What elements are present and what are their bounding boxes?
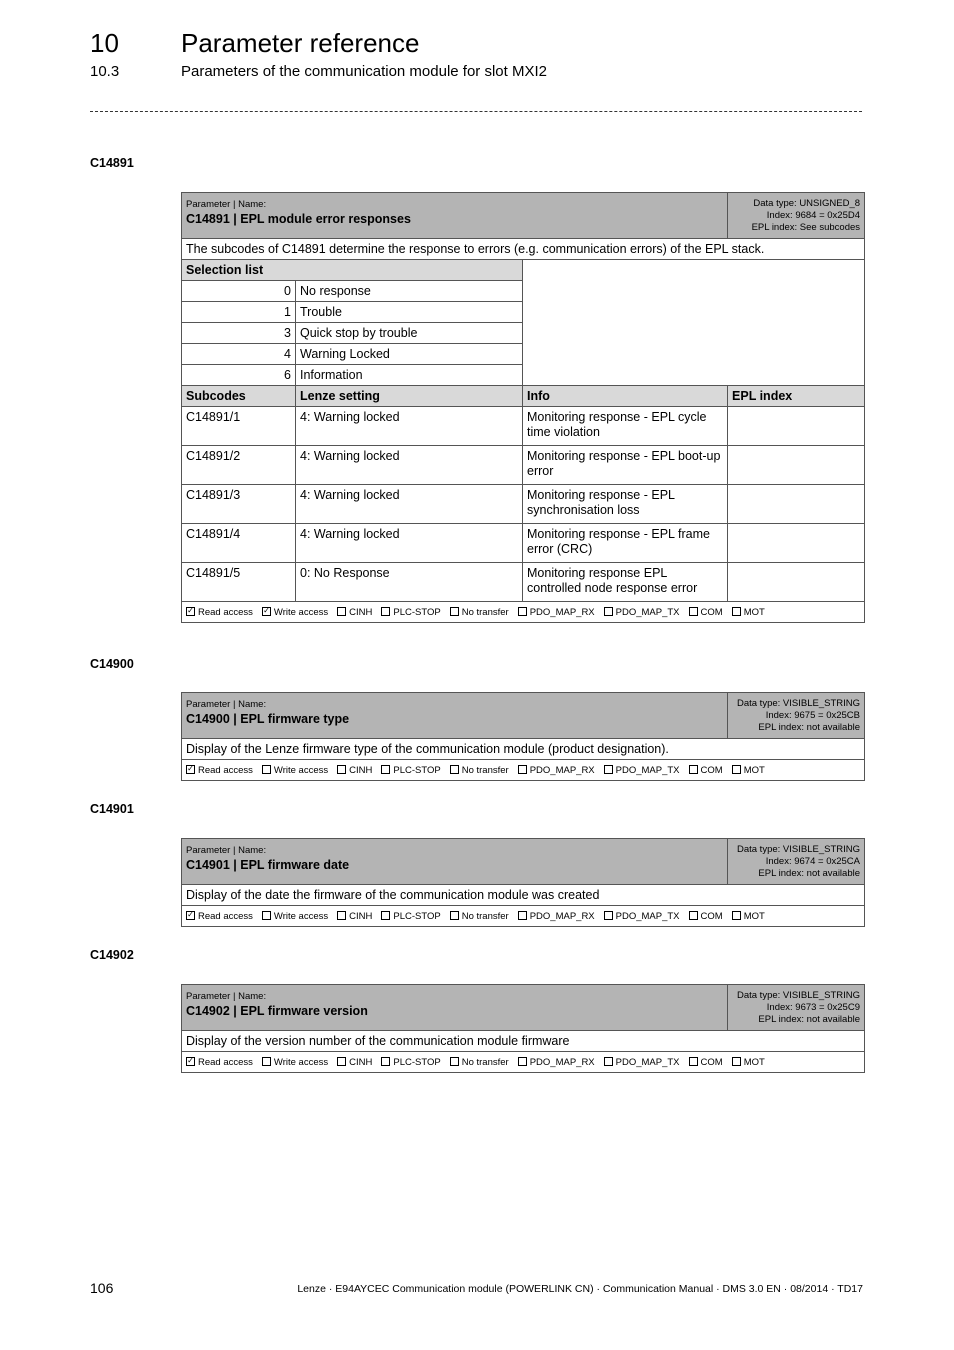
checked-box-icon: ✓: [187, 605, 194, 615]
subcode-epl-index: [728, 485, 865, 524]
page-number: 106: [90, 1280, 114, 1296]
unchecked-box-icon: [381, 765, 390, 774]
access-flag: [381, 911, 440, 922]
unchecked-box-icon: [337, 765, 346, 774]
access-flag-label: PLC-STOP: [393, 607, 441, 618]
index: Index: 9674 = 0x25CA: [765, 856, 860, 867]
access-flag: [381, 607, 440, 618]
selection-label: Information: [296, 365, 523, 386]
parameter-meta-cell: [728, 693, 865, 739]
parameter-description: Display of the version number of the communication module firmware: [182, 1031, 865, 1052]
subcode-row: [182, 485, 865, 524]
checked-box-icon: ✓: [187, 1055, 194, 1065]
column-header: Info: [523, 386, 728, 407]
unchecked-box-icon: [732, 765, 741, 774]
selection-list-title: Selection list: [182, 260, 523, 281]
data-type: Data type: VISIBLE_STRING: [736, 844, 860, 855]
access-flag: [732, 607, 765, 618]
column-header: EPL index: [728, 386, 865, 407]
unchecked-box-icon: [604, 765, 613, 774]
parameter-label: Parameter | Name:: [186, 199, 267, 210]
access-flag-label: PLC-STOP: [393, 765, 441, 776]
unchecked-box-icon: [732, 1057, 741, 1066]
lenze-setting: 4: Warning locked: [296, 524, 523, 563]
access-flag: [604, 765, 680, 776]
unchecked-box-icon: [381, 1057, 390, 1066]
access-flag: [604, 607, 680, 618]
access-flag-label: No transfer: [461, 911, 509, 922]
column-header: Subcodes: [182, 386, 296, 407]
access-flag: [518, 765, 595, 776]
parameter-heading: C14901: [90, 802, 134, 816]
access-flag: [518, 607, 595, 618]
access-flag: [518, 1057, 595, 1068]
selection-label: Quick stop by trouble: [296, 323, 523, 344]
parameter-name: C14901 | EPL firmware date: [186, 858, 350, 872]
subcode-row: [182, 407, 865, 446]
access-flag-label: PDO_MAP_TX: [615, 765, 680, 776]
lenze-setting: 4: Warning locked: [296, 446, 523, 485]
access-flag-label: No transfer: [461, 607, 509, 618]
selection-label: Warning Locked: [296, 344, 523, 365]
unchecked-box-icon: [337, 1057, 346, 1066]
chapter-title: Parameter reference: [181, 28, 420, 58]
access-flag-label: PDO_MAP_RX: [529, 911, 595, 922]
access-flag: [381, 1057, 440, 1068]
access-flag: [450, 607, 509, 618]
access-flag: [262, 1057, 328, 1068]
access-flag: [604, 1057, 680, 1068]
subcode-info: Monitoring response - EPL cycle time violation: [523, 407, 728, 446]
access-flag-label: PDO_MAP_TX: [615, 911, 680, 922]
access-flag-label: COM: [700, 1057, 723, 1068]
access-flag: [450, 765, 509, 776]
subcode-row: [182, 524, 865, 563]
data-type: Data type: VISIBLE_STRING: [736, 698, 860, 709]
access-flag: [518, 911, 595, 922]
unchecked-box-icon: [732, 911, 741, 920]
lenze-setting: 4: Warning locked: [296, 407, 523, 446]
unchecked-box-icon: [518, 607, 527, 616]
subcode-epl-index: [728, 446, 865, 485]
empty-cell: [523, 260, 865, 386]
chapter-number: 10: [90, 28, 119, 58]
access-flags: [182, 760, 865, 781]
access-flags: [182, 602, 865, 623]
epl-index: EPL index: not available: [758, 722, 860, 733]
parameter-meta-cell: [728, 839, 865, 885]
parameter-label: Parameter | Name:: [186, 845, 267, 856]
parameter-description: The subcodes of C14891 determine the response to errors (e.g. communication errors) of the EPL stack.: [182, 239, 865, 260]
subcode-epl-index: [728, 524, 865, 563]
unchecked-box-icon: [262, 1057, 271, 1066]
parameter-heading: C14900: [90, 657, 134, 671]
access-flags: [182, 906, 865, 927]
unchecked-box-icon: [450, 607, 459, 616]
access-flag-label: PLC-STOP: [393, 911, 441, 922]
parameter-name: C14900 | EPL firmware type: [186, 712, 350, 726]
subcode-row: [182, 446, 865, 485]
subcode-info: Monitoring response - EPL frame error (CRC): [523, 524, 728, 563]
selection-value: 6: [182, 365, 296, 386]
unchecked-box-icon: [604, 911, 613, 920]
parameter-heading: C14902: [90, 948, 134, 962]
access-flag: [337, 765, 372, 776]
unchecked-box-icon: [450, 1057, 459, 1066]
parameter-label: Parameter | Name:: [186, 699, 267, 710]
access-flag: [732, 911, 765, 922]
index: Index: 9675 = 0x25CB: [765, 710, 860, 721]
access-flag: [186, 607, 253, 618]
access-flag-label: PDO_MAP_RX: [529, 765, 595, 776]
unchecked-box-icon: [518, 1057, 527, 1066]
access-flag: [186, 765, 253, 776]
index: Index: 9673 = 0x25C9: [766, 1002, 860, 1013]
access-flag-label: PLC-STOP: [393, 1057, 441, 1068]
access-flag-label: No transfer: [461, 765, 509, 776]
subcode: C14891/4: [182, 524, 296, 563]
section-number: 10.3: [90, 63, 120, 80]
access-flag: [450, 1057, 509, 1068]
parameter-name: C14902 | EPL firmware version: [186, 1004, 368, 1018]
selection-value: 0: [182, 281, 296, 302]
unchecked-box-icon: [518, 765, 527, 774]
access-flag-label: PDO_MAP_TX: [615, 1057, 680, 1068]
access-flag-label: MOT: [743, 1057, 765, 1068]
access-flag-label: Write access: [273, 911, 329, 922]
unchecked-box-icon: [689, 607, 698, 616]
access-flag-label: PDO_MAP_TX: [615, 607, 680, 618]
access-flag: [689, 1057, 723, 1068]
access-flag: [689, 911, 723, 922]
selection-value: 4: [182, 344, 296, 365]
unchecked-box-icon: [337, 911, 346, 920]
access-flag: [262, 765, 328, 776]
parameter-name-cell: [182, 693, 728, 739]
unchecked-box-icon: [337, 607, 346, 616]
parameter-name-cell: [182, 193, 728, 239]
parameter-description: Display of the Lenze firmware type of the communication module (product designation).: [182, 739, 865, 760]
subcode: C14891/3: [182, 485, 296, 524]
access-flag-label: No transfer: [461, 1057, 509, 1068]
section-title: Parameters of the communication module for slot MXI2: [181, 63, 547, 80]
parameter-name: C14891 | EPL module error responses: [186, 212, 411, 226]
access-flag-label: COM: [700, 765, 723, 776]
access-flag-label: COM: [700, 607, 723, 618]
footer-text: Lenze · E94AYCEC Communication module (POWERLINK CN) · Communication Manual · DMS 3.0 EN · 08/2014 · TD17: [297, 1283, 863, 1295]
access-flag: [186, 1057, 253, 1068]
parameter-description: Display of the date the firmware of the communication module was created: [182, 885, 865, 906]
checked-box-icon: ✓: [187, 763, 194, 773]
subcode: C14891/5: [182, 563, 296, 602]
unchecked-box-icon: [689, 1057, 698, 1066]
unchecked-box-icon: [381, 911, 390, 920]
parameter-table-c14900: [181, 692, 865, 781]
access-flag: [186, 911, 253, 922]
access-flag-label: Write access: [273, 607, 329, 618]
selection-value: 1: [182, 302, 296, 323]
access-flags: [182, 1052, 865, 1073]
access-flag-label: Read access: [198, 607, 253, 618]
access-flag: [337, 911, 372, 922]
parameter-name-cell: [182, 985, 728, 1031]
epl-index: EPL index: See subcodes: [751, 222, 861, 233]
lenze-setting: 0: No Response: [296, 563, 523, 602]
access-flag: [604, 911, 680, 922]
subcode-epl-index: [728, 407, 865, 446]
access-flag-label: MOT: [743, 765, 765, 776]
access-flag-label: CINH: [349, 765, 373, 776]
subcode-info: Monitoring response EPL controlled node response error: [523, 563, 728, 602]
lenze-setting: 4: Warning locked: [296, 485, 523, 524]
unchecked-box-icon: [604, 607, 613, 616]
access-flag: [689, 765, 723, 776]
checked-box-icon: ✓: [263, 605, 270, 615]
selection-label: No response: [296, 281, 523, 302]
parameter-meta-cell: [728, 193, 865, 239]
access-flag-label: Read access: [198, 765, 253, 776]
access-flag: [262, 911, 328, 922]
subcode-info: Monitoring response - EPL boot-up error: [523, 446, 728, 485]
access-flag-label: MOT: [743, 911, 765, 922]
access-flag: [689, 607, 723, 618]
parameter-meta-cell: [728, 985, 865, 1031]
selection-label: Trouble: [296, 302, 523, 323]
access-flag: [262, 607, 328, 618]
column-header: Lenze setting: [296, 386, 523, 407]
access-flag-label: COM: [700, 911, 723, 922]
unchecked-box-icon: [262, 765, 271, 774]
access-flag-label: CINH: [349, 911, 373, 922]
subcode-info: Monitoring response - EPL synchronisation loss: [523, 485, 728, 524]
access-flag-label: CINH: [349, 607, 373, 618]
dashed-separator: [90, 111, 862, 112]
access-flag: [337, 607, 372, 618]
epl-index: EPL index: not available: [758, 1014, 860, 1025]
parameter-label: Parameter | Name:: [186, 991, 267, 1002]
access-flag-label: Read access: [198, 1057, 253, 1068]
parameter-table-c14901: [181, 838, 865, 927]
parameter-table-c14902: [181, 984, 865, 1073]
access-flag-label: PDO_MAP_RX: [529, 607, 595, 618]
unchecked-box-icon: [689, 911, 698, 920]
access-flag-label: MOT: [743, 607, 765, 618]
unchecked-box-icon: [381, 607, 390, 616]
unchecked-box-icon: [450, 765, 459, 774]
access-flag-label: Write access: [273, 765, 329, 776]
unchecked-box-icon: [262, 911, 271, 920]
data-type: Data type: UNSIGNED_8: [753, 198, 861, 209]
access-flag: [732, 765, 765, 776]
subcode-epl-index: [728, 563, 865, 602]
selection-value: 3: [182, 323, 296, 344]
unchecked-box-icon: [604, 1057, 613, 1066]
parameter-name-cell: [182, 839, 728, 885]
data-type: Data type: VISIBLE_STRING: [736, 990, 860, 1001]
unchecked-box-icon: [450, 911, 459, 920]
subcode: C14891/2: [182, 446, 296, 485]
subcode-row: [182, 563, 865, 602]
access-flag: [337, 1057, 372, 1068]
access-flag-label: Write access: [273, 1057, 329, 1068]
subcode: C14891/1: [182, 407, 296, 446]
unchecked-box-icon: [732, 607, 741, 616]
unchecked-box-icon: [518, 911, 527, 920]
access-flag-label: Read access: [198, 911, 253, 922]
unchecked-box-icon: [689, 765, 698, 774]
parameter-table-c14891: [181, 192, 865, 623]
epl-index: EPL index: not available: [758, 868, 860, 879]
access-flag: [450, 911, 509, 922]
checked-box-icon: ✓: [187, 909, 194, 919]
index: Index: 9684 = 0x25D4: [766, 210, 861, 221]
access-flag-label: CINH: [349, 1057, 373, 1068]
access-flag: [381, 765, 440, 776]
access-flag: [732, 1057, 765, 1068]
access-flag-label: PDO_MAP_RX: [529, 1057, 595, 1068]
parameter-heading: C14891: [90, 156, 134, 170]
